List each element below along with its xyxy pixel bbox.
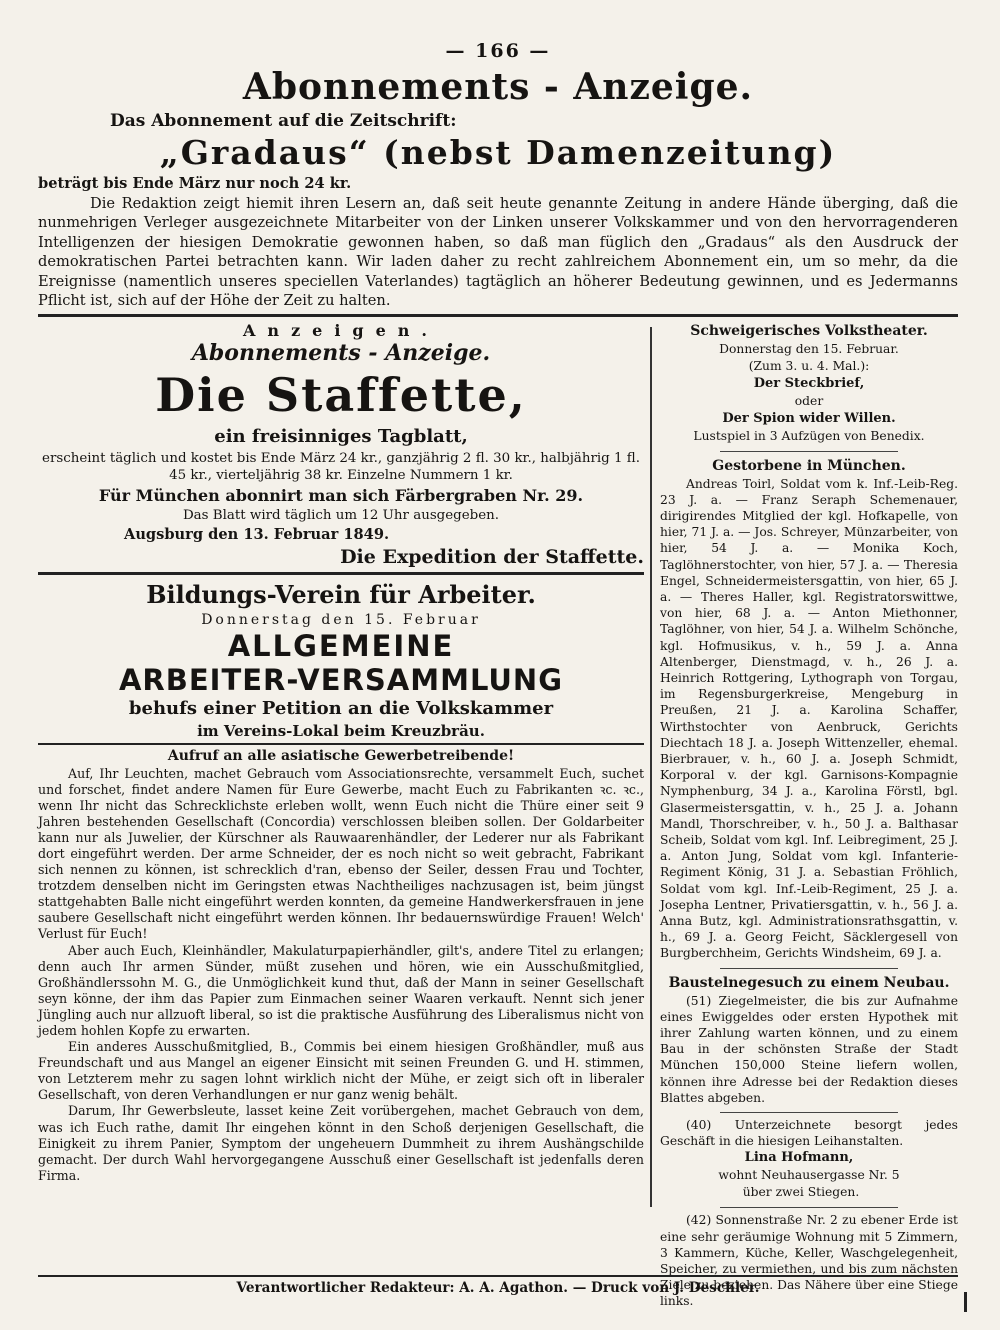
lina-floor: über zwei Stiegen. bbox=[742, 1185, 860, 1200]
ad-40-text: (40) Unterzeichnete besorgt jedes Geschäft in die hiesigen Leihanstalten. bbox=[660, 1118, 958, 1149]
allgemeine-heading: ALLGEMEINE bbox=[227, 628, 455, 663]
staffette-price: erscheint täglich und kostet bis Ende März 24 kr., ganzjährig 2 fl. 30 kr., halbjährig 1 fl. 45 kr., vierteljährig 38 kr. Einzelne Nummern 1 kr. bbox=[42, 450, 640, 483]
lina-address: wohnt Neuhausergasse Nr. 5 bbox=[718, 1168, 900, 1183]
header-text bbox=[38, 174, 958, 311]
play-title: Der Steckbrief, bbox=[753, 375, 865, 391]
staffette-abo-heading: Abonnements - Anzeige. bbox=[191, 339, 491, 366]
left-column bbox=[38, 321, 644, 1184]
staffette-munich: Für München abonnirt man sich Färbergraben Nr. 29. bbox=[98, 485, 584, 505]
imprint-line: Verantwortlicher Redakteur: A. A. Agathon. — Druck von J. Deschler. bbox=[236, 1280, 760, 1296]
page-edge-mark bbox=[964, 1292, 967, 1312]
bildungsverein-title: Bildungs-Verein für Arbeiter. bbox=[146, 579, 536, 609]
anzeigen-heading: Anzeigen. bbox=[243, 320, 439, 340]
theater-date: Donnerstag den 15. Februar. bbox=[719, 341, 899, 356]
footer bbox=[38, 1275, 958, 1296]
aufruf-paragraph: Darum, Ihr Gewerbsleute, lasset keine Zeit vorübergehen, machet Gebrauch von dem, was ich Euch rathe, damit Ihr eingehen könnt in den Schoß derjenigen Gesellschaft, die Einigkeit zu ihrem Panier, Symptom der ungeheuern Dummheit zu ihrem Aushängschilde gemacht. Der durch Wahl hervorgegangene Ausschuß einer Gesellschaft ist jedenfalls deren Firma. bbox=[38, 1103, 644, 1183]
column-divider bbox=[650, 327, 652, 1207]
petition-line: behufs einer Petition an die Volkskammer bbox=[128, 697, 554, 719]
aufruf-paragraph: Auf, Ihr Leuchten, machet Gebrauch vom Associationsrechte, versammelt Euch, suchet und forschet, findet andere Namen für Eure Gewerbe, macht Euch zu Fabrikanten ꝛc. ꝛc., wenn Ihr nicht das Schrecklichste erleben wollt, wenn Euch nicht die Thüre einer seit 9 Jahren bestehenden Gesellschaft (Concordia) verschlossen bleiben sollen. Der Goldarbeiter kann nur als Juwelier, der Kürschner als Rauwaarenhändler, der Lederer nur als Fabrikant dort eingeführt werden. Der arme Schneider, der es noch nicht so weit gebracht, Fabrikant sich nennen zu können, ist schrecklich d'ran, ebenso der Seiler, dessen Frau und Tochter, trotzdem denselben nicht im Geringsten etwas Nachtheiliges nachzusagen ist, beim jüngst stattgehabten Balle nicht eingeführt werden konnten, da gemeine Handwerkersfrauen in jene saubere Gesellschaft nicht eingeführt werden können. Ihr bedauernswürdige Frauen! Welch' Verlust für Euch! bbox=[38, 765, 644, 942]
newspaper-name: „Gradaus“ (nebst Damenzeitung) bbox=[159, 133, 837, 172]
divider bbox=[38, 572, 644, 575]
play-oder: oder bbox=[794, 393, 824, 408]
lina-name: Lina Hofmann, bbox=[744, 1150, 854, 1166]
main-heading: Abonnements - Anzeige. bbox=[242, 66, 754, 108]
staffette-issue-time: Das Blatt wird täglich um 12 Uhr ausgegeben. bbox=[182, 507, 500, 523]
deaths-text: Andreas Toirl, Soldat vom k. Inf.-Leib-Reg. 23 J. a. — Franz Seraph Schemenauer, dirigirendes Mitglied der kgl. Hofkapelle, von hier, 71 J. a. — Jos. Schreyer, Münzarbeiter, von hier, 54 J. a. — Monika Koch, Taglöhnerstochter, von hier, 57 J. a. — Theresia Engel, Schneidermeistersgattin, von hier, 65 J. a. — Theres Haller, kgl. Registratorswittwe, von hier, 68 J. a. — Anton Miethonner, Taglöhner, von hier, 54 J. a. Wilhelm Schönche, kgl. Hofmusikus, v. h., 59 J. a. Anna Altenberger, Dienstmagd, v. h., 26 J. a. Heinrich Rottgering, Lythograph von Torgau, im Regensburgerkreise, Mengeburg in Preußen, 21 J. a. Karolina Schaffer, Wirthstochter von Aenbruck, Gerichts Diechtach 18 J. a. Joseph Wittenzeller, ehemal. Bierbrauer, v. h., 60 J. a. Joseph Schmidt, Korporal v. der kgl. Garnisons-Kompagnie Nymphenburg, 34 J. a., Karolina Förstl, bgl. Glasermeistersgattin, v. h., 25 J. a. Johann Mandl, Thorschreiber, v. h., 50 J. a. Balthasar Scheib, Soldat vom kgl. Inf. Leibregiment, 25 J. a. Anton Jung, Soldat vom kgl. Infanterie-Regiment König, 31 J. a. Sebastian Fröhlich, Soldat vom kgl. Inf.-Leib-Regiment, 25 J. a. Josepha Lentner, Privatiersgattin, v. h., 56 J. a. Anna Butz, kgl. Administrationsrathsgattin, v. h., 69 J. a. Georg Feicht, Säcklergesell von Burgberchheim, Gerichts Windsheim, 69 J. a. bbox=[660, 476, 958, 961]
ad-42-text: (42) Sonnenstraße Nr. 2 zu ebener Erde ist eine sehr geräumige Wohnung mit 5 Zimmern, 3 Kammern, Küche, Keller, Waschgelegenheit, Speicher, zu vermiethen, und bis zum nächsten Ziele zu beziehen. Das Nähere über eine Stiege links. bbox=[660, 1213, 958, 1309]
divider bbox=[720, 1112, 898, 1113]
ad-40 bbox=[660, 1117, 958, 1149]
divider bbox=[38, 743, 644, 745]
divider bbox=[720, 968, 898, 969]
aufruf-text bbox=[38, 766, 644, 1184]
right-column bbox=[660, 321, 958, 1310]
bildungsverein-date: Donnerstag den 15. Februar bbox=[201, 611, 481, 628]
price-line: beträgt bis Ende März nur noch 24 kr. bbox=[38, 175, 352, 192]
footer-rule bbox=[38, 1275, 958, 1277]
staffette-subtitle: ein freisinniges Tagblatt, bbox=[214, 425, 468, 447]
subscription-subtitle: Das Abonnement auf die Zeitschrift: bbox=[110, 111, 457, 131]
page-number: — 166 — bbox=[445, 40, 551, 62]
aufruf-heading: Aufruf an alle asiatische Gewerbetreibende! bbox=[167, 747, 515, 764]
divider bbox=[720, 1207, 898, 1208]
aufruf-paragraph: Ein anderes Ausschußmitglied, B., Commis bei einem hiesigen Großhändler, muß aus Freundschaft und aus Mangel an eigener Einsicht mit seinen Freunden G. und H. stimmen, von Letzterem mehr zu sagen lohnt wirklich nicht der Mühe, er zeigt sich oft in liberaler Gesellschaft, von deren Verhandlungen er nur ganz wenig behält. bbox=[38, 1039, 644, 1103]
theater-title: Schweigerisches Volkstheater. bbox=[690, 322, 928, 339]
venue-line: im Vereins-Lokal beim Kreuzbräu. bbox=[197, 721, 485, 740]
staffette-title: Die Staffette, bbox=[155, 367, 527, 422]
divider bbox=[720, 451, 898, 452]
redaction-notice: Die Redaktion zeigt hiemit ihren Lesern an, daß seit heute genannte Zeitung in andere Hände überging, daß die nunmehrigen Verleger ausgezeichnete Mitarbeiter von der Linken unserer Volkskammer und von den hervorragenderen Intelligenzen der hiesigen Demokratie gewonnen haben, so daß man füglich den „Gradaus“ als den Ausdruck der demokratischen Partei betrachten kann. Wir laden daher zu recht zahlreichem Abonnement ein, um so mehr, da die Ereignisse (namentlich unseres speciellen Vaterlandes) tagtäglich an höherer Bedeutung gewinnen, und es Jedermanns Pflicht ist, sich auf der Höhe der Zeit zu halten. bbox=[38, 194, 958, 309]
versammlung-heading: ARBEITER-VERSAMMLUNG bbox=[118, 662, 564, 697]
bau-text: (51) Ziegelmeister, die bis zur Aufnahme eines Ewiggeldes oder ersten Hypothek mit ihrer Zahlung warten können, und zu einem Bau in der schönsten Straße der Stadt München 150,000 Steine liefern wollen, können ihre Adresse bei der Redaktion dieses Blattes abgeben. bbox=[660, 993, 958, 1105]
aufruf-paragraph: Aber auch Euch, Kleinhändler, Makulaturpapierhändler, gilt's, andere Titel zu erlangen; denn auch Ihr armen Sünder, müßt zusehen und hören, wie ein Ausschußmitglied, Großhändlerssohn M. G., die Unmöglichkeit kund thut, daß der Mann in seiner Gesellschaft seyn könne, der ihm das Papier zum Einmachen seiner Waaren verkauft. Nennt sich jener Jüngling auch nur allzuoft liberal, so ist die praktische Ausführung des Liberalismus nicht von jedem hohlen Kopfe zu erwarten. bbox=[38, 942, 644, 1038]
play-title: Der Spion wider Willen. bbox=[722, 410, 896, 426]
theater-performance: (Zum 3. u. 4. Mal.): bbox=[748, 358, 870, 373]
deaths-title: Gestorbene in München. bbox=[712, 457, 906, 474]
divider bbox=[38, 314, 958, 317]
newspaper-page bbox=[38, 40, 958, 1310]
staffette-expedition: Die Expedition der Staffette. bbox=[340, 545, 644, 568]
play-author: Lustspiel in 3 Aufzügen von Benedix. bbox=[693, 428, 925, 443]
bau-ad bbox=[660, 993, 958, 1106]
deaths-list bbox=[660, 476, 958, 962]
staffette-date: Augsburg den 13. Februar 1849. bbox=[124, 525, 390, 543]
bau-title: Baustelnegesuch zu einem Neubau. bbox=[668, 974, 950, 991]
